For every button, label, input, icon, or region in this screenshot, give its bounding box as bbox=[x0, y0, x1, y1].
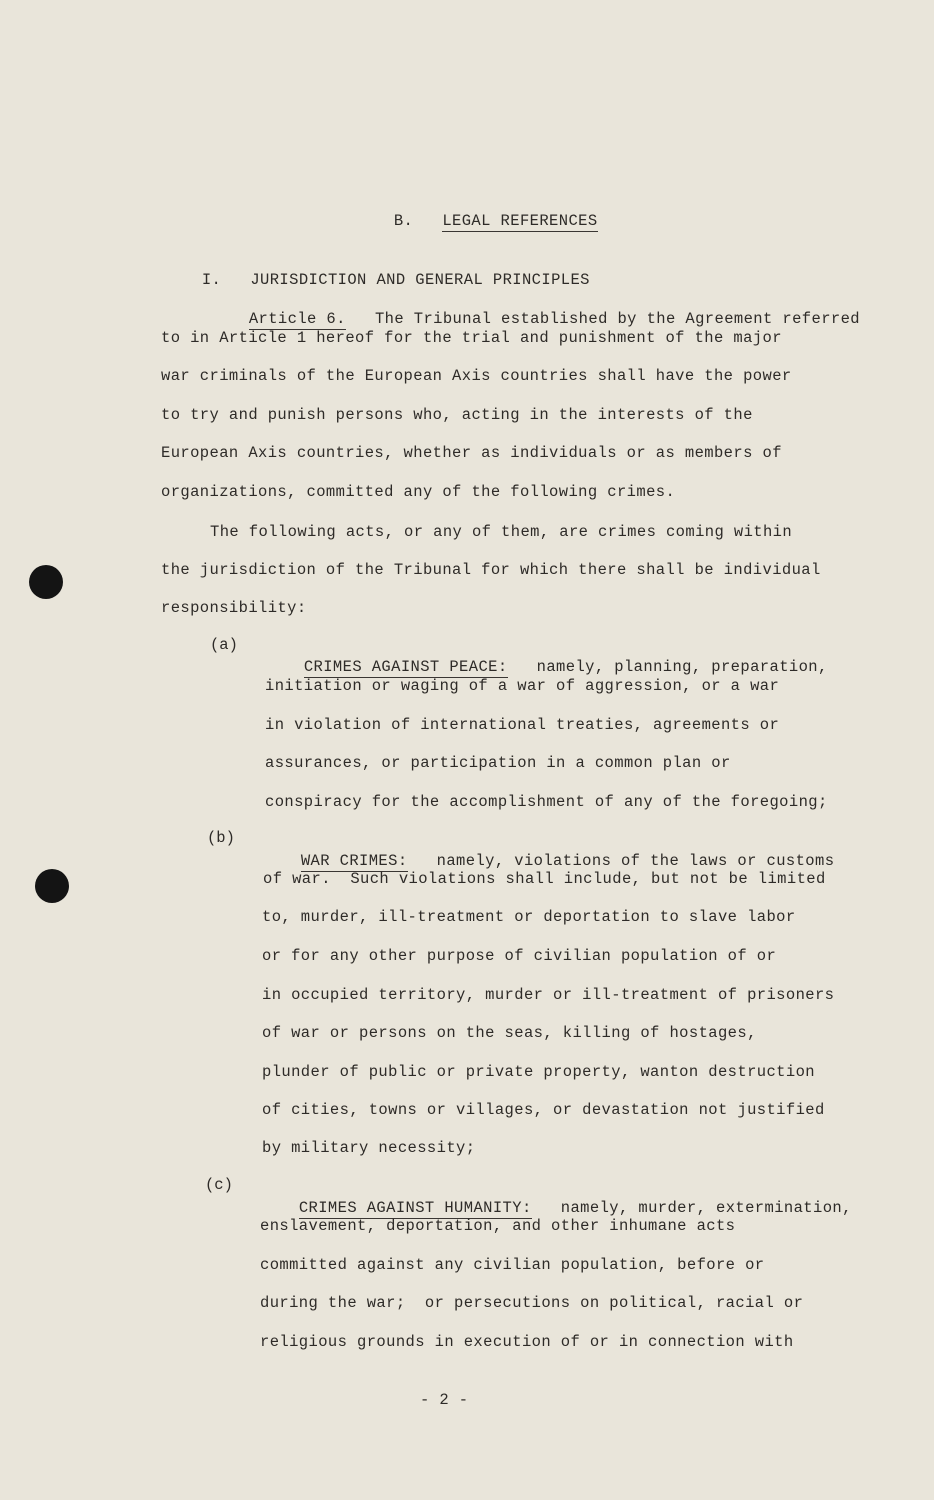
section-title-text: JURISDICTION AND GENERAL PRINCIPLES bbox=[250, 271, 590, 289]
heading-prefix: B. bbox=[393, 212, 414, 230]
item-a-line: in violation of international treaties, agreements or bbox=[265, 716, 780, 734]
item-a-heading: CRIMES AGAINST PEACE: bbox=[303, 658, 508, 676]
item-marker-b: (b) bbox=[207, 829, 235, 847]
item-c-line: enslavement, deportation, and other inhumane acts bbox=[260, 1217, 736, 1235]
item-c-first-rest: namely, murder, extermination, bbox=[560, 1199, 852, 1217]
punch-hole-upper bbox=[29, 565, 63, 599]
article-line: to try and punish persons who, acting in the interests of the bbox=[161, 406, 753, 424]
item-marker-c: (c) bbox=[205, 1176, 233, 1194]
article-line: to in Article 1 hereof for the trial and punishment of the major bbox=[161, 329, 782, 347]
page-number: - 2 - bbox=[420, 1391, 469, 1409]
item-b-line: by military necessity; bbox=[262, 1139, 476, 1157]
item-c-line: during the war; or persecutions on political, racial or bbox=[260, 1294, 804, 1312]
item-a-line: assurances, or participation in a common plan or bbox=[265, 754, 731, 772]
item-a-first-rest: namely, planning, preparation, bbox=[536, 658, 828, 676]
item-b-heading: WAR CRIMES: bbox=[300, 852, 408, 870]
item-b-line: in occupied territory, murder or ill-treatment of prisoners bbox=[262, 986, 835, 1004]
article-line: organizations, committed any of the following crimes. bbox=[161, 483, 676, 501]
section-number: I. bbox=[201, 271, 222, 289]
heading bbox=[355, 191, 598, 251]
item-marker-a: (a) bbox=[210, 636, 238, 654]
paragraph2-line: the jurisdiction of the Tribunal for which there shall be individual bbox=[161, 561, 821, 579]
heading-title: LEGAL REFERENCES bbox=[442, 212, 598, 230]
item-b-line: of cities, towns or villages, or devastation not justified bbox=[262, 1101, 825, 1119]
paragraph2-line: The following acts, or any of them, are crimes coming within bbox=[210, 523, 793, 541]
article-line: European Axis countries, whether as individuals or as members of bbox=[161, 444, 782, 462]
article-label: Article 6. bbox=[248, 310, 346, 328]
item-a-line: conspiracy for the accomplishment of any of the foregoing; bbox=[265, 793, 828, 811]
item-a-line: initiation or waging of a war of aggression, or a war bbox=[265, 677, 780, 695]
punch-hole-lower bbox=[35, 869, 69, 903]
article-line1-text: The Tribunal established by the Agreement referred bbox=[374, 310, 861, 328]
item-b-line: or for any other purpose of civilian population of or bbox=[262, 947, 777, 965]
paragraph2-line: responsibility: bbox=[161, 599, 307, 617]
item-b-line: to, murder, ill-treatment or deportation to slave labor bbox=[262, 908, 796, 926]
article-line: war criminals of the European Axis countries shall have the power bbox=[161, 367, 792, 385]
item-b-line: plunder of public or private property, wanton destruction bbox=[262, 1063, 815, 1081]
item-c-line: committed against any civilian population, before or bbox=[260, 1256, 765, 1274]
item-b-line: of war or persons on the seas, killing of hostages, bbox=[262, 1024, 757, 1042]
item-c-heading: CRIMES AGAINST HUMANITY: bbox=[298, 1199, 532, 1217]
item-c-line: religious grounds in execution of or in connection with bbox=[260, 1333, 794, 1351]
item-b-line: of war. Such violations shall include, but not be limited bbox=[263, 870, 826, 888]
item-b-first-rest: namely, violations of the laws or customs bbox=[436, 852, 835, 870]
